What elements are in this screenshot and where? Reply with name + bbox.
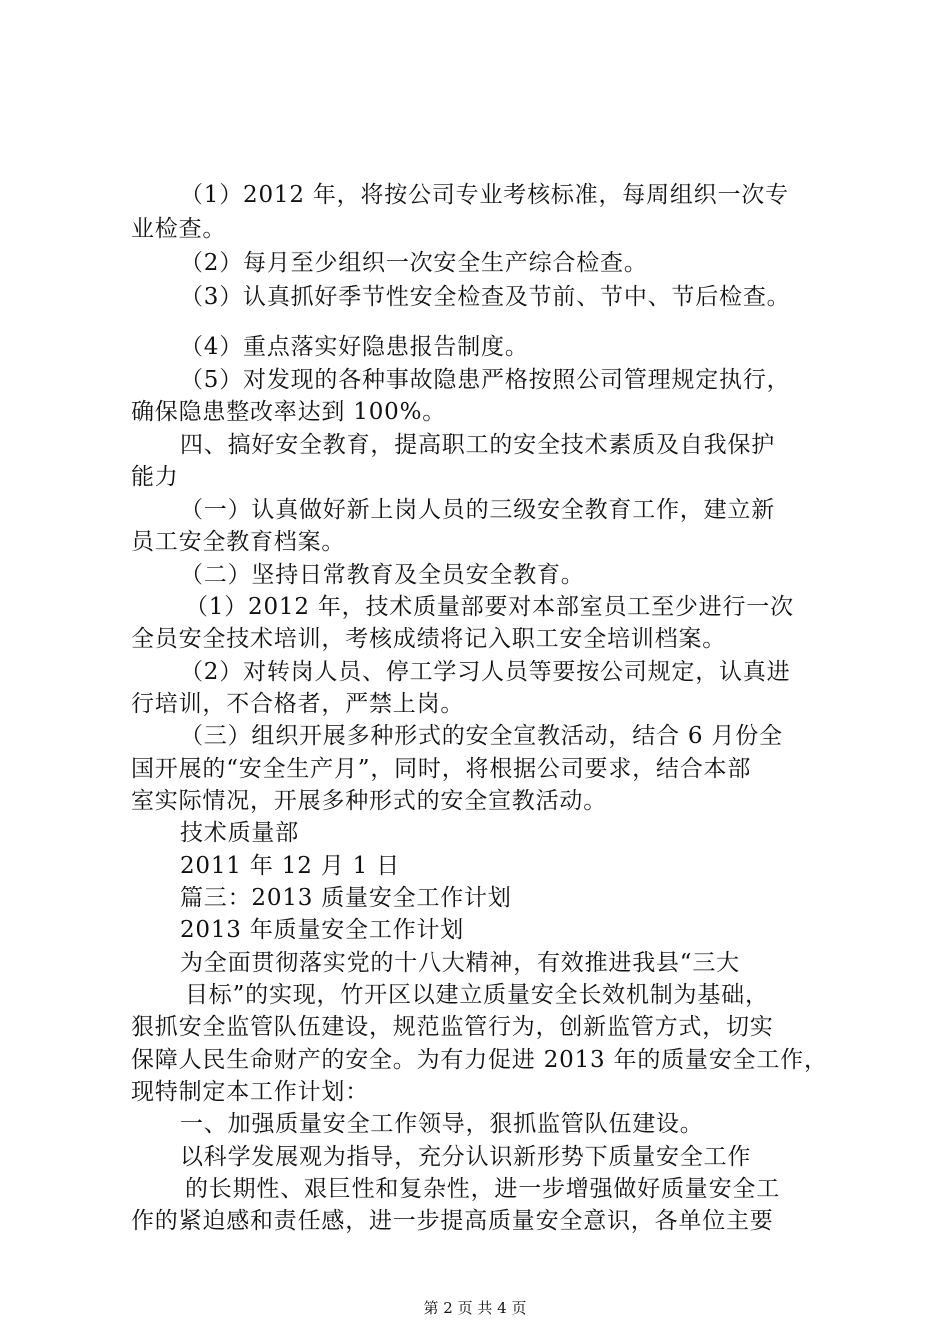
text-line: （2）每月至少组织一次安全生产综合检查。 xyxy=(180,250,648,276)
section-heading: 一、加强质量安全工作领导，狠抓监管队伍建设。 xyxy=(180,1111,704,1137)
section-heading-cont: 能力 xyxy=(131,464,179,490)
text-line: 保障人民生命财产的安全。为有力促进 2013 年的质量安全工作， xyxy=(131,1047,828,1073)
text-line: （二）坚持日常教育及全员安全教育。 xyxy=(180,562,585,588)
text-line: （5）对发现的各种事故隐患严格按照公司管理规定执行， xyxy=(180,367,791,393)
text-line: 目标”的实现，竹开区以建立质量安全长效机制为基础， xyxy=(185,982,769,1008)
article-title: 2013 年质量安全工作计划 xyxy=(180,917,465,943)
text-line: 作的紧迫感和责任感，进一步提高质量安全意识，各单位主要 xyxy=(131,1208,774,1234)
text-line: 狠抓安全监管队伍建设，规范监管行为，创新监管方式，切实 xyxy=(131,1014,774,1040)
text-line: （4）重点落实好隐患报告制度。 xyxy=(180,334,529,360)
signature-department: 技术质量部 xyxy=(180,820,299,846)
text-line: 以科学发展观为指导，充分认识新形势下质量安全工作 xyxy=(180,1144,752,1170)
text-line: 为全面贯彻落实党的十八大精神，有效推进我县“三大 xyxy=(180,950,740,976)
text-line: 行培训，不合格者，严禁上岗。 xyxy=(131,691,465,717)
text-line: （一）认真做好新上岗人员的三级安全教育工作，建立新 xyxy=(180,497,775,523)
text-line: （三）组织开展多种形式的安全宣教活动，结合 6 月份全 xyxy=(180,723,783,749)
signature-date: 2011 年 12 月 1 日 xyxy=(180,853,400,879)
text-line: 确保隐患整改率达到 100%。 xyxy=(131,399,447,425)
text-line: 员工安全教育档案。 xyxy=(131,529,346,555)
text-line: 业检查。 xyxy=(131,216,227,242)
text-line: 全员安全技术培训，考核成绩将记入职工安全培训档案。 xyxy=(131,626,726,652)
text-line: （2）对转岗人员、停工学习人员等要按公司规定，认真进 xyxy=(180,659,791,685)
text-line: 的长期性、艰巨性和复杂性，进一步增强做好质量安全工 xyxy=(185,1176,780,1202)
section-heading: 四、搞好安全教育，提高职工的安全技术素质及自我保护 xyxy=(180,432,775,458)
article-heading: 篇三：2013 质量安全工作计划 xyxy=(180,885,512,911)
page-number-footer: 第 2 页 共 4 页 xyxy=(423,1299,527,1317)
text-line: （1）2012 年，技术质量部要对本部室员工至少进行一次 xyxy=(185,594,794,620)
text-line: 现特制定本工作计划： xyxy=(131,1079,369,1105)
text-line: 室实际情况，开展多种形式的安全宣教活动。 xyxy=(131,788,607,814)
text-line: （1）2012 年，将按公司专业考核标准，每周组织一次专 xyxy=(180,182,789,208)
text-line: （3）认真抓好季节性安全检查及节前、节中、节后检查。 xyxy=(180,284,791,310)
text-line: 国开展的“安全生产月”，同时，将根据公司要求，结合本部 xyxy=(131,756,752,782)
